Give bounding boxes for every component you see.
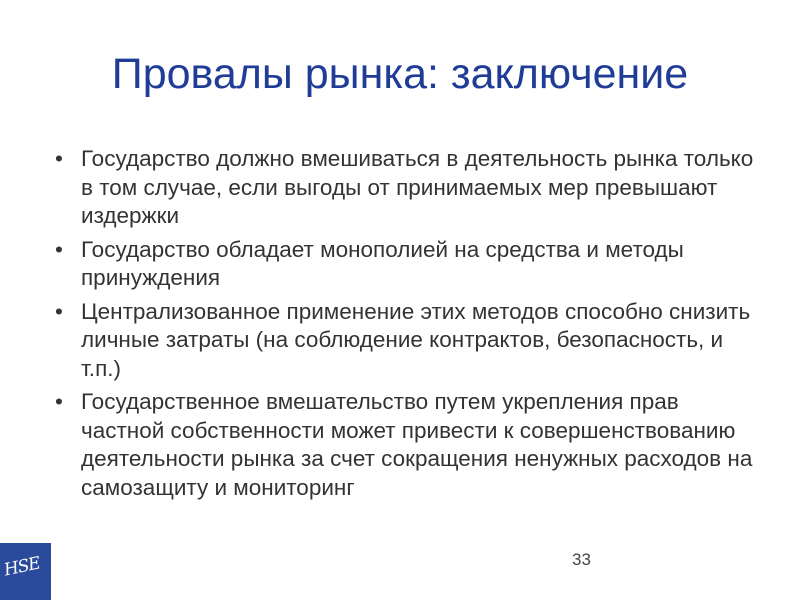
hse-logo-text: HSE [2,553,42,581]
bullet-item [55,145,755,231]
hse-logo [0,543,51,600]
bullet-icon: • [55,146,63,171]
bullet-item [55,298,755,384]
bullet-text: Государство должно вмешиваться в деятельность рынка только в том случае, если выгоды от принимаемых мер превышают издержки [81,146,754,228]
bullet-item [55,236,755,293]
bullet-list [55,145,755,507]
bullet-item [55,388,755,502]
slide-number: 33 [572,550,591,569]
slide-title: Провалы рынка: заключение [111,50,689,98]
bullet-text: Государственное вмешательство путем укрепления прав частной собственности может привести к совершенствованию деятельности рынка за счет сокращения ненужных расходов на самозащиту и мониторинг [81,389,753,500]
bullet-icon: • [55,236,63,262]
bullet-icon: • [55,298,63,324]
bullet-icon: • [55,389,63,414]
bullet-text: Государство обладает монополией на средства и методы принуждения [81,236,684,290]
bullet-text: Централизованное применение этих методов способно снизить личные затраты (на соблюдение контрактов, безопасность, и т.п.) [81,298,751,381]
